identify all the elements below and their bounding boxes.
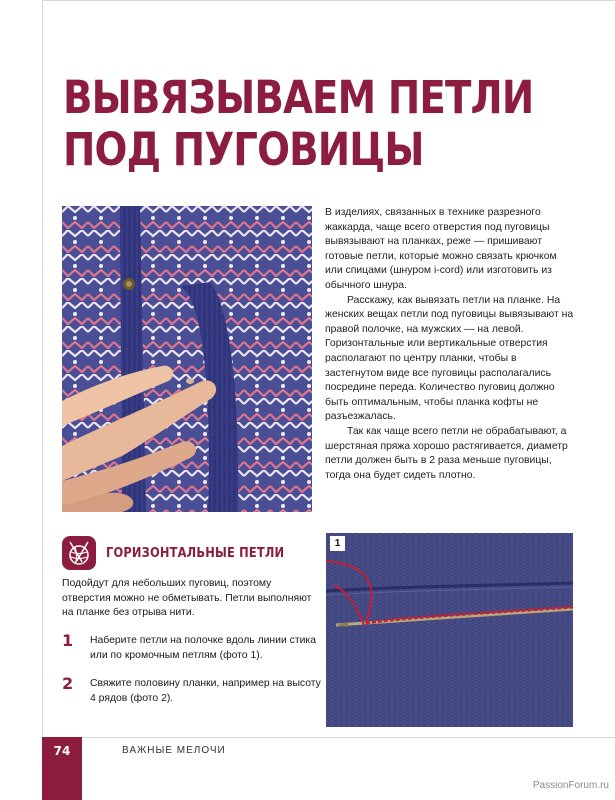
intro-paragraph-3: Так как чаще всего петли не обрабатывают, а шерстяная пряжа хорошо растягивается, диаметр петли должен быть в 2 раза меньше пуговицы, тогда она будет сидеть плотно. bbox=[325, 425, 568, 481]
photo-label: 1 bbox=[330, 536, 345, 551]
intro-text bbox=[325, 206, 577, 483]
footer-divider bbox=[42, 737, 615, 738]
watermark: PassionForum.ru bbox=[532, 780, 609, 791]
intro-paragraph-2: Расскажу, как вывязать петли на планке. На женских вещах петли под пуговицы вывязывают на правой полочке, на мужских — на левой. Горизонтальные или вертикальные отверстия располагают по центру планки, чтобы в застегнутом виде все пуговицы располагались посредине переда. Количество пуговиц должно быть оптимальным, чтобы планка кофты не разъезжалась. bbox=[325, 294, 574, 423]
swatch-photo-illustration bbox=[326, 533, 573, 727]
page-title bbox=[63, 71, 534, 176]
step-1 bbox=[62, 632, 322, 663]
yarn-ball-needles-icon bbox=[62, 536, 96, 570]
step-2 bbox=[62, 675, 322, 706]
step-number: 2 bbox=[62, 674, 74, 693]
cardigan-photo-illustration bbox=[62, 206, 312, 512]
step-text: Свяжите половину планки, например на высоту 4 рядов (фото 2). bbox=[90, 678, 321, 704]
section-description: Подойдут для небольших пуговиц, поэтому отверстия можно не обметывать. Петли выполняют на планке без отрыва нити. bbox=[62, 578, 312, 619]
photo-cardigan-placket bbox=[62, 206, 312, 512]
title-line-1: ВЫВЯЗЫВАЕМ ПЕТЛИ bbox=[63, 71, 534, 124]
step-text: Наберите петли на полочке вдоль линии стика или по кромочным петлям (фото 1). bbox=[90, 635, 316, 661]
photo-swatch-needle bbox=[326, 533, 573, 727]
section-title: ГОРИЗОНТАЛЬНЫЕ ПЕТЛИ bbox=[106, 546, 285, 561]
step-number: 1 bbox=[62, 631, 74, 650]
intro-paragraph-1: В изделиях, связанных в технике разрезного жаккарда, чаще всего отверстия под пуговицы вывязывают на планках, реже — пришивают готовые петли, которые можно связать крючком или спицами (шнуром i-cord) или изготовить из обычного шнура. bbox=[325, 207, 557, 291]
title-line-2: ПОД ПУГОВИЦЫ bbox=[63, 123, 424, 176]
page-number: 74 bbox=[53, 744, 71, 758]
running-footer: ВАЖНЫЕ МЕЛОЧИ bbox=[122, 745, 226, 756]
